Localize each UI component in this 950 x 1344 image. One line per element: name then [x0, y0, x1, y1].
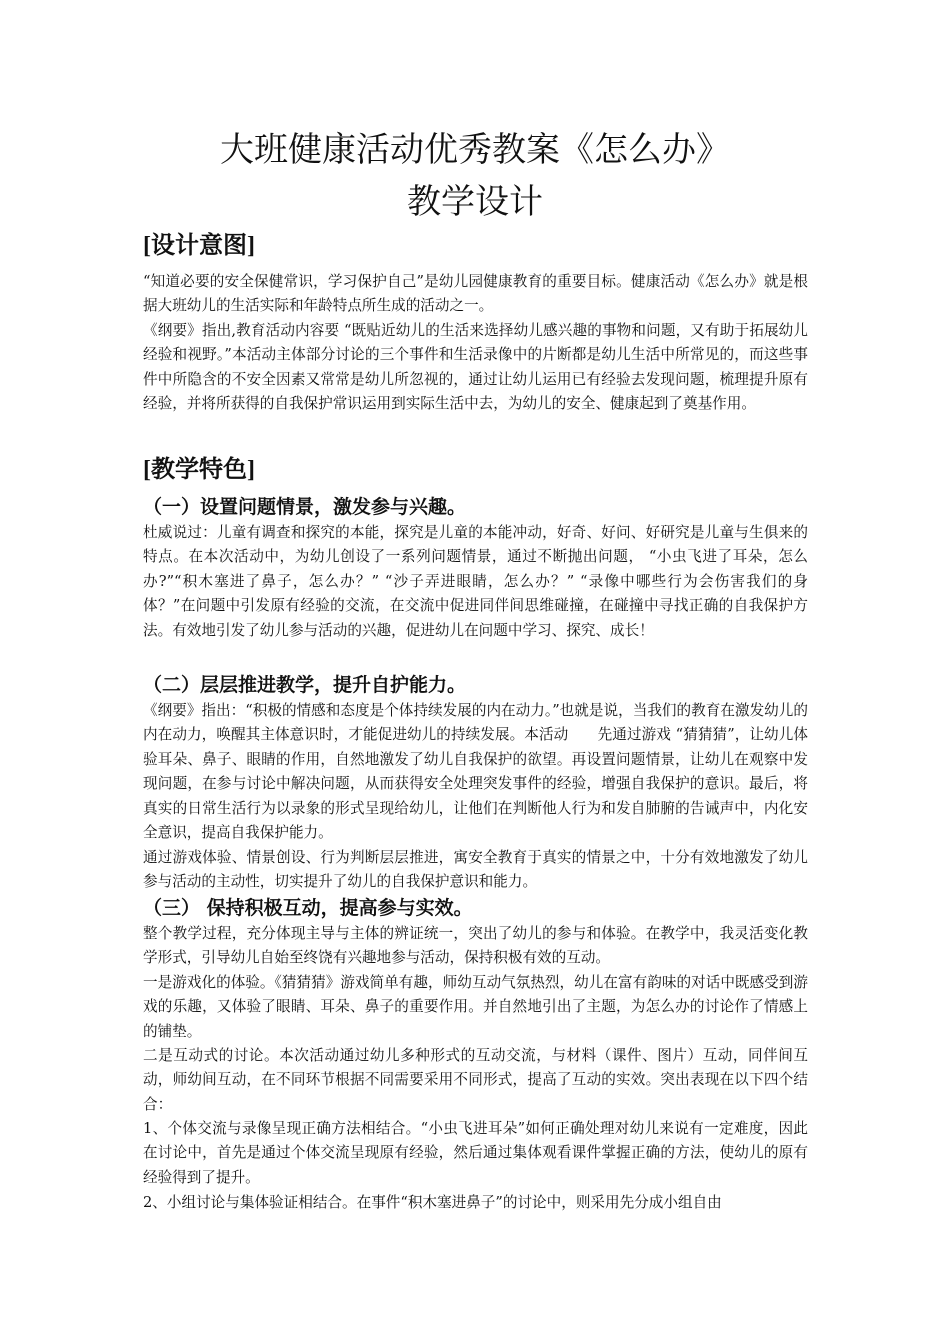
paragraph: 通过游戏体验、情景创设、行为判断层层推进，寓安全教育于真实的情景之中，十分有效地激发了幼儿参与活动的主动性，切实提升了幼儿的自我保护意识和能力。 — [143, 849, 808, 891]
section-heading-design-intent: [设计意图] — [143, 233, 255, 259]
subsection-heading-3: （三） 保持积极互动，提高参与实效。 — [143, 897, 473, 919]
paragraph: 整个教学过程，充分体现主导与主体的辨证统一，突出了幼儿的参与和体验。在教学中，我灵活变化教学形式，引导幼儿自始至终饶有兴趣地参与活动，保持积极有效的互动。 — [143, 925, 808, 967]
paragraph: 二是互动式的讨论。本次活动通过幼儿多种形式的互动交流，与材料（课件、图片）互动，同伴间互动，师幼间互动，在不同环节根据不同需要采用不同形式，提高了互动的实效。突出表现在以下四个结合： — [143, 1047, 808, 1113]
paragraph: 一是游戏化的体验。《猜猜猜》游戏简单有趣，师幼互动气氛热烈，幼儿在富有韵味的对话中既感受到游戏的乐趣，又体验了眼睛、耳朵、鼻子的重要作用。并自然地引出了主题，为怎么办的讨论作了情感上的铺垫。 — [143, 974, 808, 1040]
paragraph: 《纲要》指出,教育活动内容要 “既贴近幼儿的生活来选择幼儿感兴趣的事物和问题，又有助于拓展幼儿经验和视野。”本活动主体部分讨论的三个事件和生活录像中的片断都是幼儿生活中所常见的，而这些事件中所隐含的不安全因素又常常是幼儿所忽视的，通过让幼儿运用已有经验去发现问题，梳理提升原有经验，并将所获得的自我保护常识运用到实际生活中去，为幼儿的安全、健康起到了奠基作用。 — [143, 322, 808, 413]
document-subtitle: 教学设计 — [407, 182, 543, 222]
subsection-heading-1: （一）设置问题情景，激发参与兴趣。 — [143, 496, 467, 518]
paragraph: 《纲要》指出：“积极的情感和态度是个体持续发展的内在动力。”也就是说，当我们的教育在激发幼儿的内在动力，唤醒其主体意识时，才能促进幼儿的持续发展。本活动 先通过游戏 “猜猜猜”，让幼儿体验耳朵、鼻子、眼睛的作用，自然地激发了幼儿自我保护的欲望。再设置问题情景，让幼儿在观察中发现问题，在参与讨论中解决问题，从而获得安全处理突发事件的经验，增强自我保护的意识。最后，将真实的日常生活行为以录象的形式呈现给幼儿，让他们在判断他人行为和发自肺腑的告诫声中，内化安全意识，提高自我保护能力。 — [143, 702, 808, 842]
document-title: 大班健康活动优秀教案《怎么办》 — [220, 130, 730, 170]
paragraph: 1、个体交流与录像呈现正确方法相结合。“小虫飞进耳朵”如何正确处理对幼儿来说有一定难度，因此在讨论中，首先是通过个体交流呈现原有经验，然后通过集体观看课件掌握正确的方法，使幼儿的原有经验得到了提升。 — [143, 1120, 808, 1186]
paragraph: 杜威说过：儿童有调查和探究的本能，探究是儿童的本能冲动，好奇、好问、好研究是儿童与生俱来的特点。在本次活动中，为幼儿创设了一系列问题情景，通过不断抛出问题， “小虫飞进了耳朵，怎么办?”“积木塞进了鼻子，怎么办？” “沙子弄进眼睛，怎么办？” “录像中哪些行为会伤害我们的身体？”在问题中引发原有经验的交流，在交流中促进同伴间思维碰撞，在碰撞中寻找正确的自我保护方法。有效地引发了幼儿参与活动的兴趣，促进幼儿在问题中学习、探究、成长！ — [143, 524, 808, 639]
paragraph: 2、小组讨论与集体验证相结合。在事件“积木塞进鼻子”的讨论中，则采用先分成小组自由 — [143, 1194, 722, 1211]
subsection-heading-2: （二）层层推进教学，提升自护能力。 — [143, 674, 467, 696]
section-heading-teaching-features: [教学特色] — [143, 457, 255, 483]
paragraph: “知道必要的安全保健常识，学习保护自己”是幼儿园健康教育的重要目标。健康活动《怎么办》就是根据大班幼儿的生活实际和年龄特点所生成的活动之一。 — [143, 273, 808, 315]
